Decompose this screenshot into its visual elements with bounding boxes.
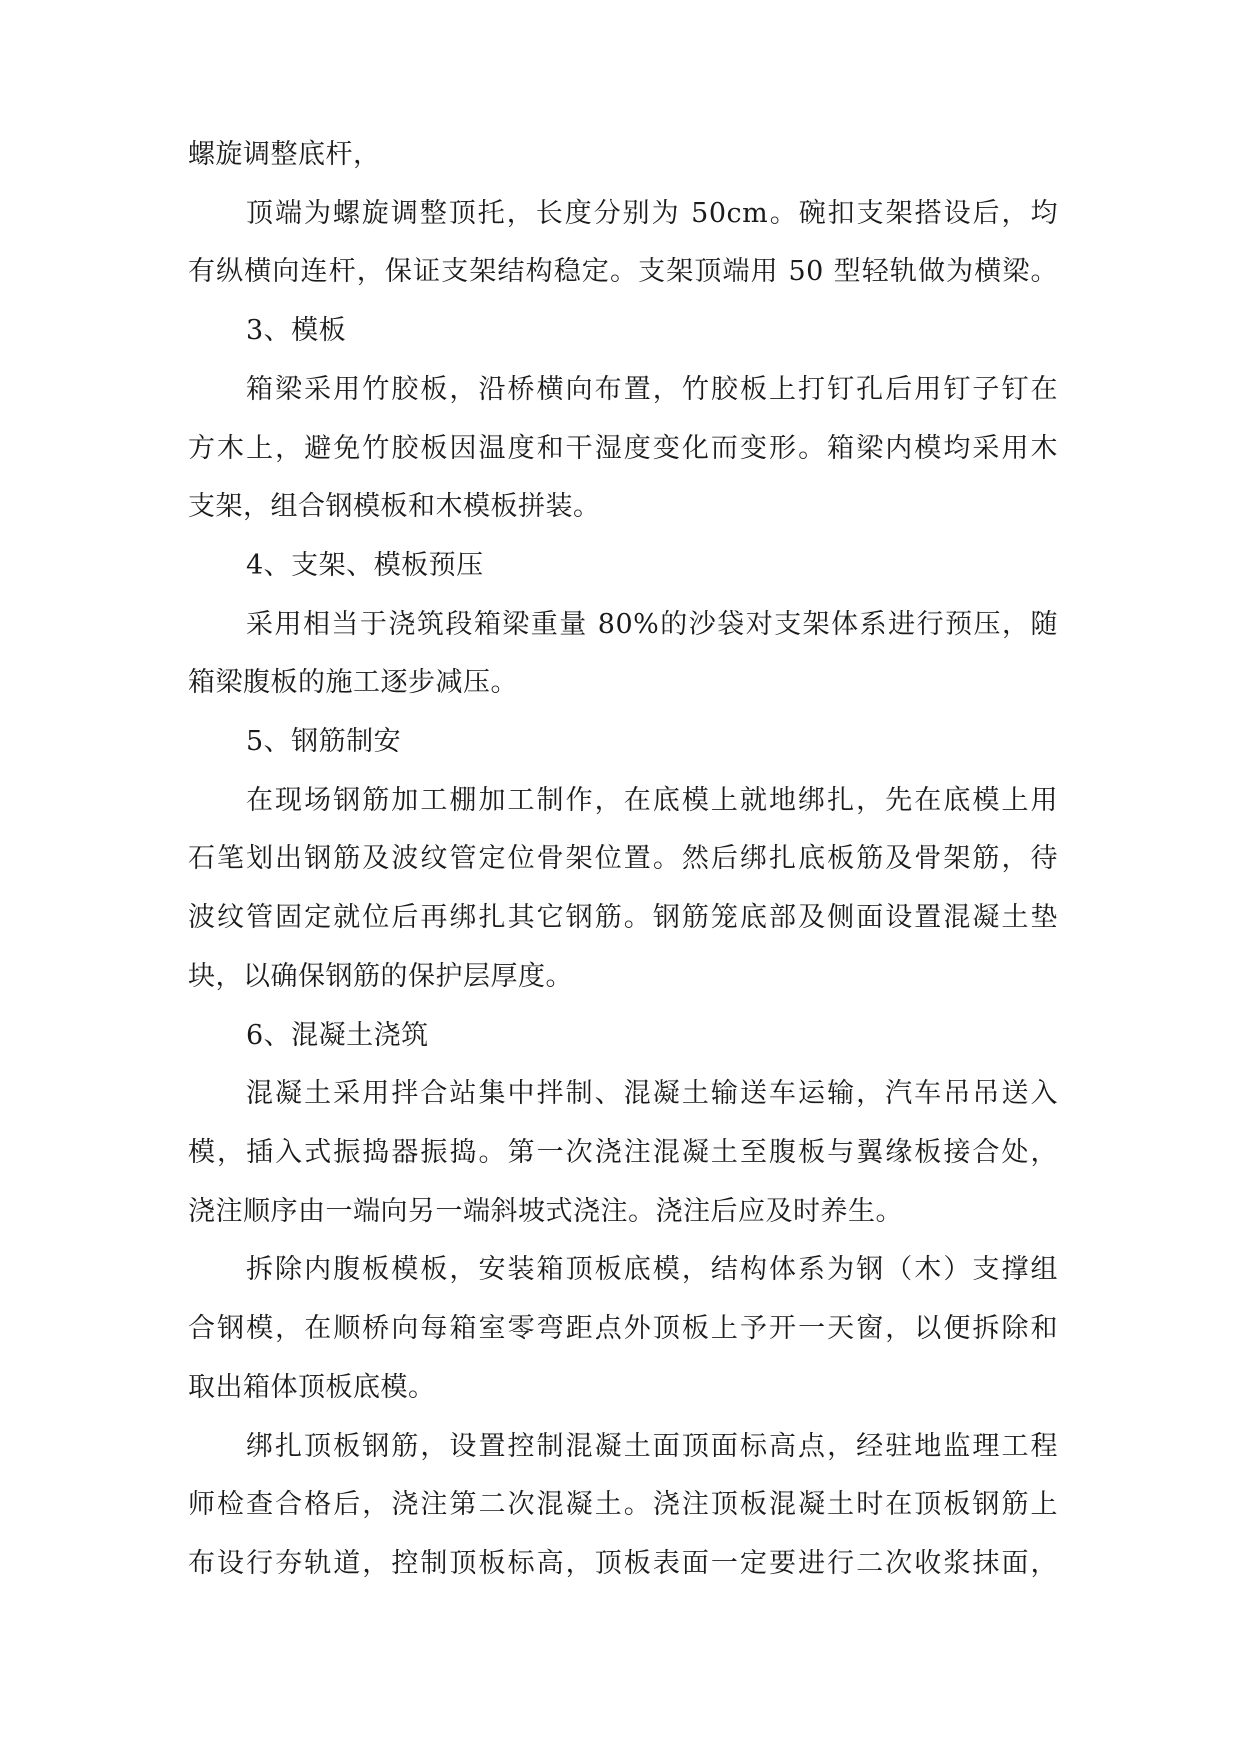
text-line: 有纵横向连杆，保证支架结构稳定。支架顶端用 50 型轻轨做为横梁。 bbox=[188, 256, 1058, 287]
text-line: 块，以确保钢筋的保护层厚度。 bbox=[188, 961, 573, 992]
section-heading: 4、支架、模板预压 bbox=[246, 550, 484, 581]
text-line: 波纹管固定就位后再绑扎其它钢筋。钢筋笼底部及侧面设置混凝土垫 bbox=[188, 902, 1058, 933]
text-line: 混凝土采用拌合站集中拌制、混凝土输送车运输，汽车吊吊送入 bbox=[246, 1078, 1058, 1109]
text-line: 采用相当于浇筑段箱梁重量 80%的沙袋对支架体系进行预压，随 bbox=[246, 609, 1058, 640]
section-heading: 3、模板 bbox=[246, 315, 347, 346]
text-line: 浇注顺序由一端向另一端斜坡式浇注。浇注后应及时养生。 bbox=[188, 1196, 903, 1227]
text-line: 拆除内腹板模板，安装箱顶板底模，结构体系为钢（木）支撑组 bbox=[246, 1254, 1058, 1285]
text-line: 支架，组合钢模板和木模板拼装。 bbox=[188, 491, 601, 522]
text-line: 在现场钢筋加工棚加工制作，在底模上就地绑扎，先在底模上用 bbox=[246, 785, 1058, 816]
text-line: 绑扎顶板钢筋，设置控制混凝土面顶面标高点，经驻地监理工程 bbox=[246, 1431, 1058, 1462]
text-line: 螺旋调整底杆， bbox=[188, 139, 381, 170]
section-heading: 5、钢筋制安 bbox=[246, 726, 402, 757]
text-line: 布设行夯轨道，控制顶板标高，顶板表面一定要进行二次收浆抹面， bbox=[188, 1548, 1058, 1579]
text-line: 方木上，避免竹胶板因温度和干湿度变化而变形。箱梁内模均采用木 bbox=[188, 433, 1058, 464]
text-line: 箱梁腹板的施工逐步减压。 bbox=[188, 667, 518, 698]
text-line: 顶端为螺旋调整顶托，长度分别为 50cm。碗扣支架搭设后，均 bbox=[246, 198, 1058, 229]
text-line: 师检查合格后，浇注第二次混凝土。浇注顶板混凝土时在顶板钢筋上 bbox=[188, 1489, 1058, 1520]
section-heading: 6、混凝土浇筑 bbox=[246, 1020, 429, 1051]
text-line: 石笔划出钢筋及波纹管定位骨架位置。然后绑扎底板筋及骨架筋，待 bbox=[188, 843, 1058, 874]
text-line: 箱梁采用竹胶板，沿桥横向布置，竹胶板上打钉孔后用钉子钉在 bbox=[246, 374, 1058, 405]
text-line: 取出箱体顶板底模。 bbox=[188, 1372, 436, 1403]
text-line: 合钢模，在顺桥向每箱室零弯距点外顶板上予开一天窗，以便拆除和 bbox=[188, 1313, 1058, 1344]
text-line: 模，插入式振捣器振捣。第一次浇注混凝土至腹板与翼缘板接合处， bbox=[188, 1137, 1058, 1168]
